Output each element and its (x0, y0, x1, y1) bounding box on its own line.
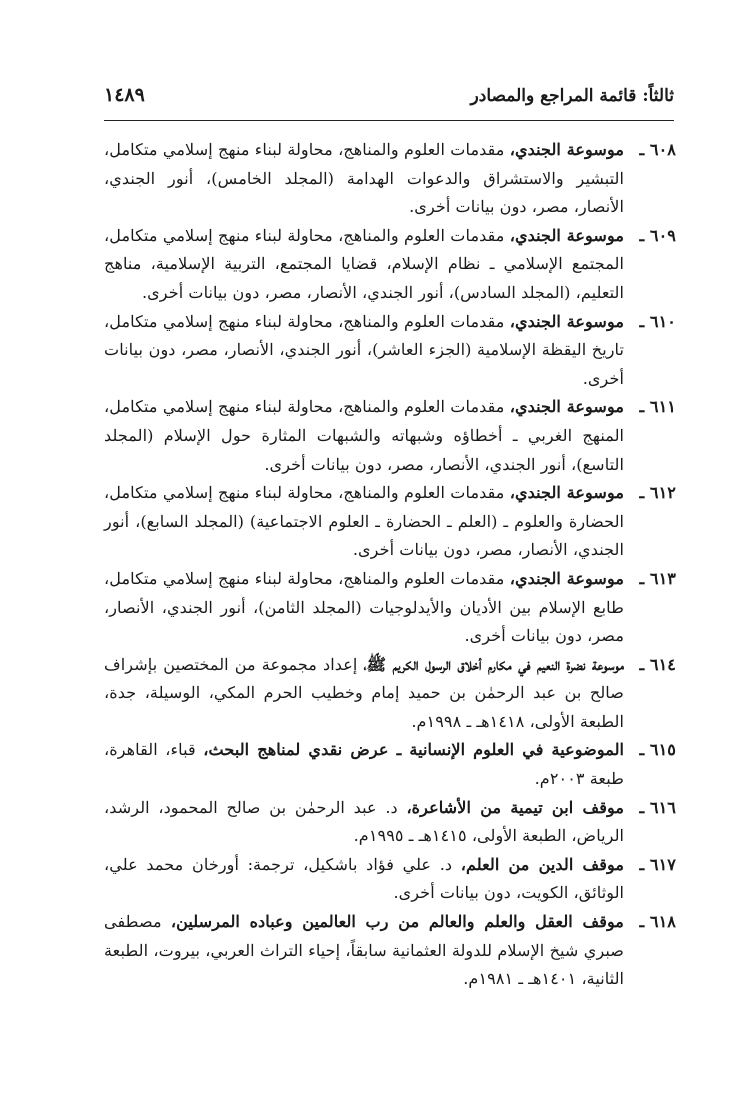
entry-text: مقدمات العلوم والمناهج، محاولة لبناء منهج إسلامي متكامل، التبشير والاستشراق والدعوات الهدامة (المجلد الخامس)، أنور الجندي، الأنصار، مصر، دون بيانات أخرى. (104, 140, 624, 217)
bibliography-entry (104, 908, 676, 994)
entry-title: موسوعة الجندي، (509, 397, 624, 417)
entry-number: ٦١٨ ـ (639, 912, 676, 932)
entry-title: موسوعة الجندي، (509, 483, 624, 503)
entry-number: ٦١٧ ـ (639, 854, 676, 874)
entry-text: مقدمات العلوم والمناهج، محاولة لبناء منهج إسلامي متكامل، الحضارة والعلوم ـ (العلم ـ الحضارة ـ العلوم الاجتماعية) (المجلد السابع)، أنور الجندي، الأنصار، مصر، دون بيانات أخرى. (104, 483, 624, 560)
bibliography-entry (104, 479, 676, 565)
page-number: ١٤٨٩ (104, 84, 145, 106)
entry-number: ٦١١ ـ (639, 397, 676, 417)
entry-text: قباء، القاهرة، طبعة ٢٠٠٣م. (104, 740, 624, 789)
bibliography-entry (104, 222, 676, 308)
entry-number: ٦١٦ ـ (639, 797, 676, 817)
entry-title: موقف العقل والعلم والعالم من رب العالمين وعباده المرسلين، (170, 912, 624, 932)
entry-number: ٦١٢ ـ (639, 483, 676, 503)
entry-number: ٦١٤ ـ (639, 654, 676, 674)
running-header (104, 82, 674, 121)
entry-text: مقدمات العلوم والمناهج، محاولة لبناء منهج إسلامي متكامل، المجتمع الإسلامي ـ نظام الإسلام، قضايا المجتمع، التربية الإسلامية، مناهج التعليم، (المجلد السادس)، أنور الجندي، الأنصار، مصر، دون بيانات أخرى. (104, 225, 624, 302)
bibliography-entry (104, 565, 676, 651)
entry-title: موسوعة نضرة النعيم في مكارم أخلاق الرسول الكريم ﷺ، (363, 654, 624, 674)
bibliography-entry (104, 308, 676, 394)
entry-number: ٦١٣ ـ (639, 568, 676, 588)
entry-text: د. علي فؤاد باشكيل، ترجمة: أورخان محمد علي، الوثائق، الكويت، دون بيانات أخرى. (104, 854, 624, 903)
entry-number: ٦١٥ ـ (639, 740, 676, 760)
entry-text: د. عبد الرحمٰن بن صالح المحمود، الرشد، الرياض، الطبعة الأولى، ١٤١٥هـ ـ ١٩٩٥م. (104, 797, 624, 846)
bibliography-entry (104, 393, 676, 479)
entry-title: موسوعة الجندي، (509, 568, 624, 588)
section-title: ثالثاً: قائمة المراجع والمصادر (470, 86, 674, 106)
entry-title: الموضوعية في العلوم الإنسانية ـ عرض نقدي لمناهج البحث، (203, 740, 625, 760)
entry-number: ٦٠٩ ـ (639, 225, 676, 245)
bibliography-entry (104, 136, 676, 222)
entry-number: ٦١٠ ـ (639, 311, 676, 331)
entry-text: مقدمات العلوم والمناهج، محاولة لبناء منهج إسلامي متكامل، طابع الإسلام بين الأديان والأيدلوجيات (المجلد الثامن)، أنور الجندي، الأنصار، مصر، دون بيانات أخرى. (104, 568, 624, 646)
entry-text: إعداد مجموعة من المختصين بإشراف صالح بن عبد الرحمٰن بن حميد إمام وخطيب الحرم المكي، الوسيلة، جدة، الطبعة الأولى، ١٤١٨هـ ـ ١٩٩٨م. (104, 654, 624, 731)
entry-title: موسوعة الجندي، (509, 311, 624, 331)
entry-title: موسوعة الجندي، (509, 225, 624, 245)
entry-text: مقدمات العلوم والمناهج، محاولة لبناء منهج إسلامي متكامل، تاريخ اليقظة الإسلامية (الجزء العاشر)، أنور الجندي، الأنصار، مصر، دون بيانات أخرى. (104, 311, 624, 388)
entry-title: موقف الدين من العلم، (460, 854, 625, 874)
bibliography-entry (104, 851, 676, 908)
entry-text: مصطفى صبري شيخ الإسلام للدولة العثمانية سابقاً، إحياء التراث العربي، بيروت، الطبعة الثانية، ١٤٠١هـ ـ ١٩٨١م. (104, 912, 624, 989)
bibliography-entry (104, 736, 676, 793)
entry-number: ٦٠٨ ـ (639, 140, 676, 159)
bibliography-entry (104, 794, 676, 851)
entry-title: موقف ابن تيمية من الأشاعرة، (406, 797, 624, 817)
bibliography-list (104, 136, 676, 994)
entry-title: موسوعة الجندي، (509, 140, 624, 159)
entry-text: مقدمات العلوم والمناهج، محاولة لبناء منهج إسلامي متكامل، المنهج الغربي ـ أخطاؤه وشبهاته والشبهات المثارة حول الإسلام (المجلد التاسع)، أنور الجندي، الأنصار، مصر، دون بيانات أخرى. (104, 397, 624, 474)
bibliography-entry (104, 651, 676, 737)
